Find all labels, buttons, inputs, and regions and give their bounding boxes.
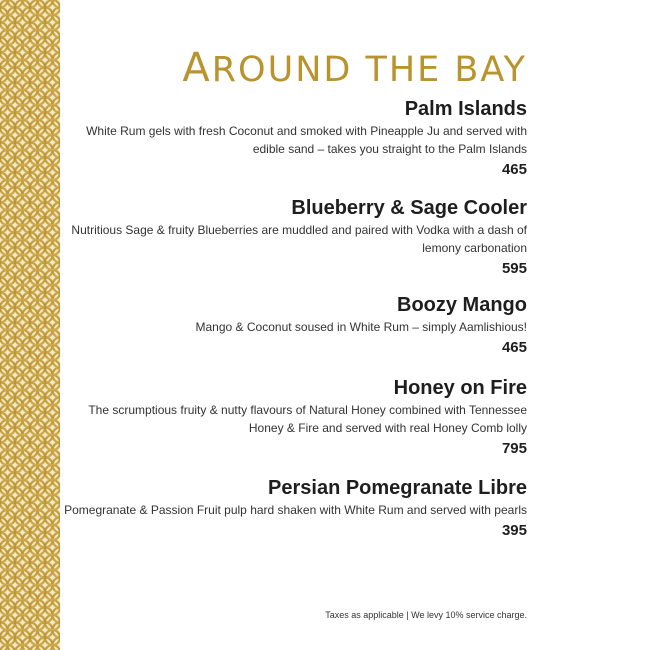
menu-item-name: Palm Islands bbox=[404, 98, 527, 120]
menu-item bbox=[57, 476, 527, 541]
menu-item-description: White Rum gels with fresh Coconut and smoked with Pineapple Ju and served with edible sand – takes you straight to the Palm Islands bbox=[86, 124, 527, 156]
menu-item-price: 395 bbox=[501, 522, 527, 539]
footer-note: Taxes as applicable | We levy 10% service charge. bbox=[325, 610, 527, 620]
menu-item-name: Honey on Fire bbox=[393, 377, 527, 399]
menu-item-price: 795 bbox=[501, 440, 527, 457]
menu-item-price: 465 bbox=[501, 339, 527, 356]
menu-item-price: 595 bbox=[501, 260, 527, 277]
menu-item-description: The scrumptious fruity & nutty flavours of Natural Honey combined with Tennessee Honey & Fire and served with real Honey Comb lolly bbox=[88, 403, 527, 435]
menu-item-description: Pomegranate & Passion Fruit pulp hard shaken with White Rum and served with pearls bbox=[64, 503, 527, 517]
menu-item-description: Mango & Coconut soused in White Rum – simply Aamlishious! bbox=[195, 320, 527, 334]
section-title bbox=[182, 45, 527, 91]
section-title-initial: A bbox=[182, 45, 212, 91]
menu-item-name: Persian Pomegranate Libre bbox=[268, 477, 527, 499]
menu-item bbox=[57, 376, 527, 459]
menu-item bbox=[57, 293, 527, 358]
menu-item-name: Boozy Mango bbox=[397, 294, 527, 316]
menu-item bbox=[57, 97, 527, 180]
section-title-rest: ROUND THE BAY bbox=[211, 50, 527, 90]
menu-item-description: Nutritious Sage & fruity Blueberries are muddled and paired with Vodka with a dash of lemony carbonation bbox=[71, 223, 527, 255]
decorative-pattern-strip bbox=[0, 0, 60, 650]
menu-item-name: Blueberry & Sage Cooler bbox=[291, 197, 527, 219]
menu-item-price: 465 bbox=[501, 161, 527, 178]
menu-item bbox=[57, 196, 527, 279]
